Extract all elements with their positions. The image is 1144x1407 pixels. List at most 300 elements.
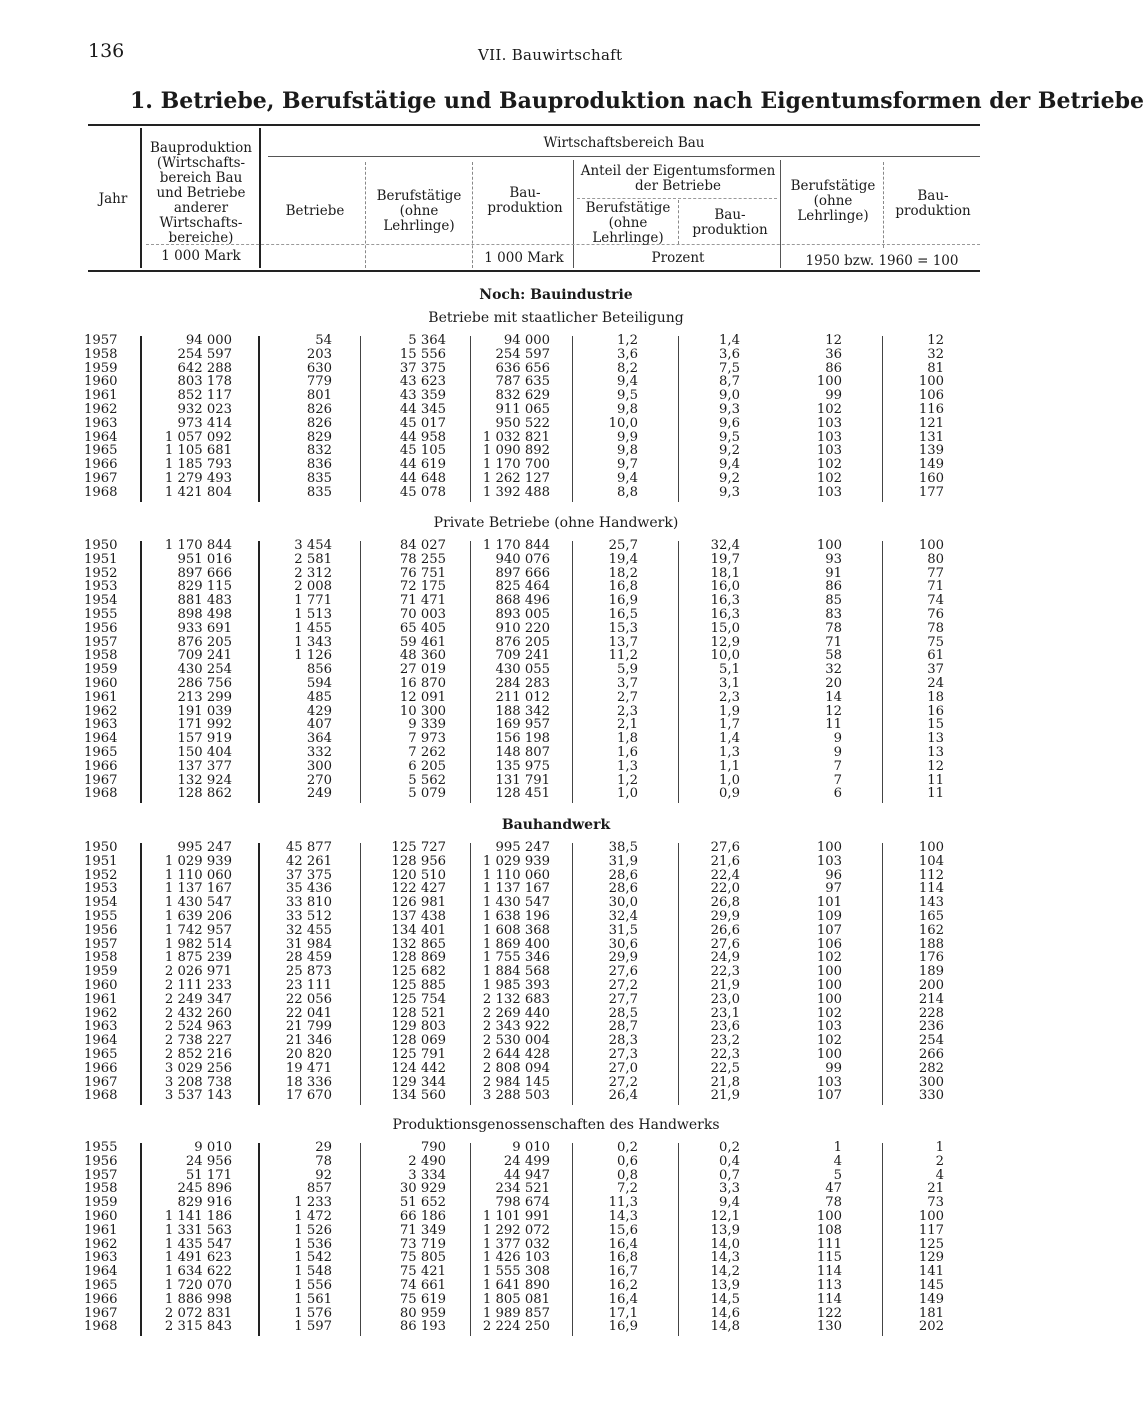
value-cell: 9 010	[512, 1140, 550, 1155]
header-index-bauproduktion: Bau-produktion	[895, 188, 971, 219]
value-cell: 102	[816, 950, 842, 966]
year-cell: 1966	[84, 758, 118, 774]
value-cell: 30,6	[608, 936, 638, 952]
table-row	[0, 1210, 1024, 1224]
year-cell: 1967	[84, 772, 118, 788]
value-cell: 3 208 738	[164, 1074, 232, 1090]
value-cell: 1 170 700	[482, 457, 550, 473]
value-cell: 181	[918, 1305, 944, 1321]
value-cell: 407	[306, 717, 332, 733]
value-cell: 72 175	[399, 579, 446, 595]
value-cell: 933 691	[177, 620, 232, 636]
table-row	[0, 1224, 1024, 1238]
value-cell: 75 805	[399, 1250, 446, 1266]
value-cell: 1 608 368	[482, 922, 550, 938]
value-cell: 100	[816, 840, 842, 855]
value-cell: 26,4	[608, 1088, 638, 1104]
value-cell: 91	[825, 565, 842, 581]
table-row	[0, 403, 1024, 417]
value-cell: 1 548	[294, 1264, 332, 1280]
value-cell: 59 461	[399, 634, 446, 650]
year-cell: 1960	[84, 676, 118, 691]
table-row	[0, 1182, 1024, 1196]
value-cell: 8,8	[617, 484, 638, 500]
value-cell: 131 791	[495, 772, 550, 788]
value-cell: 9,9	[617, 429, 638, 445]
value-cell: 74 661	[399, 1278, 446, 1293]
value-cell: 116	[918, 402, 944, 417]
section-title-text: Produktionsgenossenschaften des Handwerks	[392, 1117, 720, 1133]
value-cell: 70 003	[399, 607, 446, 622]
table-row	[0, 580, 1024, 594]
value-cell: 137 438	[391, 909, 446, 924]
value-cell: 75 421	[399, 1264, 446, 1280]
header-unit-1000-mark-2: 1 000 Mark	[484, 250, 564, 266]
value-cell: 801	[306, 388, 332, 404]
value-cell: 1 101 991	[482, 1209, 550, 1224]
value-cell: 31,5	[608, 922, 638, 938]
value-cell: 103	[816, 1019, 842, 1035]
value-cell: 101	[816, 895, 842, 911]
value-cell: 12 091	[399, 689, 446, 705]
value-cell: 139	[918, 443, 944, 459]
value-cell: 81	[927, 360, 944, 376]
value-cell: 9 010	[194, 1140, 232, 1155]
value-cell: 66 186	[399, 1209, 446, 1224]
table-row	[0, 1007, 1024, 1021]
value-cell: 1 292 072	[482, 1222, 550, 1238]
value-cell: 594	[306, 676, 332, 691]
value-cell: 211 012	[495, 689, 550, 705]
value-cell: 3 029 256	[164, 1060, 232, 1076]
table-row	[0, 924, 1024, 938]
value-cell: 108	[816, 1222, 842, 1238]
year-cell: 1967	[84, 1074, 118, 1090]
value-cell: 100	[918, 1209, 944, 1224]
year-cell: 1954	[84, 593, 118, 609]
value-cell: 114	[816, 1291, 842, 1307]
year-cell: 1951	[84, 853, 118, 869]
value-cell: 1 641 890	[482, 1278, 550, 1293]
value-cell: 19,4	[608, 551, 638, 567]
value-cell: 835	[306, 471, 332, 486]
value-cell: 950 522	[495, 415, 550, 431]
header-jahr: Jahr	[98, 191, 128, 207]
value-cell: 176	[918, 950, 944, 966]
value-cell: 33 810	[285, 895, 332, 911]
year-cell: 1965	[84, 1047, 118, 1062]
value-cell: 45 877	[285, 840, 332, 855]
value-cell: 1 638 196	[482, 909, 550, 924]
value-cell: 24 499	[503, 1153, 550, 1169]
value-cell: 790	[420, 1140, 446, 1155]
value-cell: 1 536	[294, 1236, 332, 1252]
value-cell: 1 742 957	[164, 922, 232, 938]
year-cell: 1967	[84, 471, 118, 486]
value-cell: 71 471	[399, 593, 446, 609]
value-cell: 779	[306, 374, 332, 390]
year-cell: 1958	[84, 950, 118, 966]
value-cell: 126 981	[391, 895, 446, 911]
header-bottom-rule	[88, 270, 980, 272]
value-cell: 78	[825, 1195, 842, 1211]
value-cell: 76	[927, 607, 944, 622]
value-cell: 2 026 971	[164, 964, 232, 980]
table-row	[0, 389, 1024, 403]
value-cell: 132 865	[391, 936, 446, 952]
value-cell: 125 727	[391, 840, 446, 855]
value-cell: 2 224 250	[482, 1319, 550, 1335]
value-cell: 485	[306, 689, 332, 705]
year-cell: 1965	[84, 745, 118, 760]
value-cell: 12,9	[710, 634, 740, 650]
value-cell: 18 336	[285, 1074, 332, 1090]
value-cell: 12	[825, 703, 842, 719]
value-cell: 37 375	[285, 867, 332, 883]
value-cell: 249	[306, 786, 332, 802]
value-cell: 2,3	[617, 703, 638, 719]
table-row	[0, 553, 1024, 567]
table-row	[0, 594, 1024, 608]
value-cell: 125 682	[391, 964, 446, 980]
value-cell: 128 451	[495, 786, 550, 802]
value-cell: 131	[918, 429, 944, 445]
value-cell: 165	[918, 909, 944, 924]
value-cell: 29,9	[710, 909, 740, 924]
value-cell: 44 619	[399, 457, 446, 473]
value-cell: 3,3	[719, 1181, 740, 1197]
value-cell: 7	[833, 772, 842, 788]
year-cell: 1953	[84, 579, 118, 595]
value-cell: 1 542	[294, 1250, 332, 1266]
value-cell: 6 205	[408, 758, 446, 774]
table-row	[0, 993, 1024, 1007]
value-cell: 16,0	[710, 579, 740, 595]
year-cell: 1957	[84, 333, 118, 348]
value-cell: 149	[918, 457, 944, 473]
value-cell: 202	[918, 1319, 944, 1335]
year-cell: 1951	[84, 551, 118, 567]
header-index-berufstaetige: Berufstätige (ohne Lehrlinge)	[790, 178, 876, 224]
value-cell: 1 491 623	[164, 1250, 232, 1266]
value-cell: 829	[306, 429, 332, 445]
value-cell: 97	[825, 881, 842, 897]
value-cell: 80 959	[399, 1305, 446, 1321]
value-cell: 103	[816, 429, 842, 445]
value-cell: 6	[833, 786, 842, 802]
table-row	[0, 869, 1024, 883]
table-row	[0, 375, 1024, 389]
value-cell: 852 117	[177, 388, 232, 404]
table-row	[0, 1062, 1024, 1076]
value-cell: 1 875 239	[164, 950, 232, 966]
value-cell: 2 008	[294, 579, 332, 595]
value-cell: 12	[927, 333, 944, 348]
value-cell: 75	[927, 634, 944, 650]
year-cell: 1961	[84, 991, 118, 1007]
value-cell: 10,0	[710, 648, 740, 664]
table-row	[0, 841, 1024, 855]
value-cell: 29	[315, 1140, 332, 1155]
value-cell: 156 198	[495, 731, 550, 747]
value-cell: 911 065	[495, 402, 550, 417]
value-cell: 1,3	[719, 745, 740, 760]
year-cell: 1966	[84, 457, 118, 473]
value-cell: 803 178	[177, 374, 232, 390]
value-cell: 16,9	[608, 1319, 638, 1335]
value-cell: 32	[825, 662, 842, 678]
value-cell: 2,1	[617, 717, 638, 733]
table-row	[0, 1251, 1024, 1265]
year-cell: 1950	[84, 538, 118, 553]
table-row	[0, 1265, 1024, 1279]
table-row	[0, 746, 1024, 760]
value-cell: 10,0	[608, 415, 638, 431]
header-wirtschaftsbereich: Wirtschaftsbereich Bau	[543, 135, 705, 151]
section-data-block	[0, 841, 1024, 1107]
value-cell: 106	[918, 388, 944, 404]
value-cell: 75 619	[399, 1291, 446, 1307]
value-cell: 114	[918, 881, 944, 897]
value-cell: 169 957	[495, 717, 550, 733]
year-cell: 1963	[84, 1250, 118, 1266]
year-cell: 1958	[84, 346, 118, 362]
value-cell: 27,0	[608, 1060, 638, 1076]
table-row	[0, 1048, 1024, 1062]
value-cell: 1 561	[294, 1291, 332, 1307]
value-cell: 31 984	[285, 936, 332, 952]
value-cell: 2 808 094	[482, 1060, 550, 1076]
header-dash-1	[365, 162, 366, 268]
value-cell: 107	[816, 1088, 842, 1104]
value-cell: 26,8	[710, 895, 740, 911]
value-cell: 995 247	[495, 840, 550, 855]
value-cell: 881 483	[177, 593, 232, 609]
value-cell: 2 852 216	[164, 1047, 232, 1062]
value-cell: 23,2	[710, 1033, 740, 1049]
value-cell: 13,9	[710, 1278, 740, 1293]
table-row	[0, 1307, 1024, 1321]
year-cell: 1962	[84, 1236, 118, 1252]
year-cell: 1953	[84, 881, 118, 897]
value-cell: 1 170 844	[164, 538, 232, 553]
value-cell: 1 634 622	[164, 1264, 232, 1280]
value-cell: 122	[816, 1305, 842, 1321]
value-cell: 3,7	[617, 676, 638, 691]
year-cell: 1964	[84, 429, 118, 445]
value-cell: 876 205	[177, 634, 232, 650]
value-cell: 3 288 503	[482, 1088, 550, 1104]
value-cell: 94 000	[503, 333, 550, 348]
table-row	[0, 1320, 1024, 1334]
year-cell: 1961	[84, 689, 118, 705]
year-cell: 1959	[84, 964, 118, 980]
value-cell: 45 078	[399, 484, 446, 500]
value-cell: 11	[927, 786, 944, 802]
value-cell: 188	[918, 936, 944, 952]
value-cell: 832 629	[495, 388, 550, 404]
value-cell: 4	[935, 1167, 944, 1183]
anteil-underline	[577, 198, 777, 199]
wirtschaftsbereich-underline	[268, 156, 980, 157]
value-cell: 16,2	[608, 1278, 638, 1293]
value-cell: 107	[816, 922, 842, 938]
value-cell: 86 193	[399, 1319, 446, 1335]
value-cell: 897 666	[495, 565, 550, 581]
value-cell: 100	[918, 840, 944, 855]
value-cell: 33 512	[285, 909, 332, 924]
value-cell: 284 283	[495, 676, 550, 691]
value-cell: 2 738 227	[164, 1033, 232, 1049]
value-cell: 18,2	[608, 565, 638, 581]
value-cell: 100	[816, 964, 842, 980]
value-cell: 128 862	[177, 786, 232, 802]
value-cell: 4	[833, 1153, 842, 1169]
year-cell: 1957	[84, 1167, 118, 1183]
year-cell: 1967	[84, 1305, 118, 1321]
value-cell: 1,2	[617, 772, 638, 788]
value-cell: 1 555 308	[482, 1264, 550, 1280]
year-cell: 1955	[84, 909, 118, 924]
value-cell: 32 455	[285, 922, 332, 938]
value-cell: 100	[918, 538, 944, 553]
table-row	[0, 486, 1024, 500]
value-cell: 2 111 233	[164, 978, 232, 993]
value-cell: 430 055	[495, 662, 550, 678]
value-cell: 1 343	[294, 634, 332, 650]
value-cell: 836	[306, 457, 332, 473]
value-cell: 177	[918, 484, 944, 500]
year-cell: 1968	[84, 786, 118, 802]
value-cell: 1 421 804	[164, 484, 232, 500]
value-cell: 103	[816, 415, 842, 431]
value-cell: 1 090 892	[482, 443, 550, 459]
value-cell: 23,6	[710, 1019, 740, 1035]
section-title	[0, 817, 1024, 833]
value-cell: 17,1	[608, 1305, 638, 1321]
table-row	[0, 567, 1024, 581]
value-cell: 9,3	[719, 402, 740, 417]
value-cell: 112	[918, 867, 944, 883]
value-cell: 28,6	[608, 881, 638, 897]
year-cell: 1964	[84, 1264, 118, 1280]
value-cell: 709 241	[177, 648, 232, 664]
value-cell: 1 126	[294, 648, 332, 664]
table-row	[0, 1141, 1024, 1155]
value-cell: 9,4	[617, 471, 638, 486]
value-cell: 868 496	[495, 593, 550, 609]
table-row	[0, 417, 1024, 431]
value-cell: 1 472	[294, 1209, 332, 1224]
value-cell: 1 233	[294, 1195, 332, 1211]
value-cell: 642 288	[177, 360, 232, 376]
value-cell: 0,9	[719, 786, 740, 802]
value-cell: 77	[927, 565, 944, 581]
value-cell: 5,1	[719, 662, 740, 678]
value-cell: 78	[927, 620, 944, 636]
year-cell: 1957	[84, 936, 118, 952]
year-cell: 1956	[84, 1153, 118, 1169]
value-cell: 28,7	[608, 1019, 638, 1035]
table-row	[0, 855, 1024, 869]
value-cell: 21,9	[710, 978, 740, 993]
value-cell: 15,6	[608, 1222, 638, 1238]
table-row	[0, 472, 1024, 486]
year-cell: 1962	[84, 703, 118, 719]
value-cell: 5 079	[408, 786, 446, 802]
value-cell: 28,3	[608, 1033, 638, 1049]
value-cell: 951 016	[177, 551, 232, 567]
table-row	[0, 431, 1024, 445]
value-cell: 12,1	[710, 1209, 740, 1224]
year-cell: 1957	[84, 634, 118, 650]
table-row	[0, 1279, 1024, 1293]
header-bauproduktion-all: Bauproduktion (Wirtschafts-bereich Bau und Betriebe anderer Wirtschafts-bereiche)	[150, 140, 252, 246]
value-cell: 2 132 683	[482, 991, 550, 1007]
value-cell: 1,3	[617, 758, 638, 774]
value-cell: 1 392 488	[482, 484, 550, 500]
value-cell: 13,7	[608, 634, 638, 650]
value-cell: 1,0	[719, 772, 740, 788]
unit-row-line	[146, 244, 980, 245]
value-cell: 93	[825, 551, 842, 567]
value-cell: 24,9	[710, 950, 740, 966]
value-cell: 2 249 347	[164, 991, 232, 1007]
value-cell: 27,3	[608, 1047, 638, 1062]
value-cell: 910 220	[495, 620, 550, 636]
year-cell: 1965	[84, 443, 118, 459]
header-dash-5	[883, 162, 884, 248]
value-cell: 835	[306, 484, 332, 500]
value-cell: 128 069	[391, 1033, 446, 1049]
table-row	[0, 1293, 1024, 1307]
value-cell: 71	[927, 579, 944, 595]
value-cell: 13	[927, 745, 944, 760]
value-cell: 1 884 568	[482, 964, 550, 980]
value-cell: 71 349	[399, 1222, 446, 1238]
value-cell: 129 344	[391, 1074, 446, 1090]
value-cell: 96	[825, 867, 842, 883]
value-cell: 300	[306, 758, 332, 774]
value-cell: 11	[825, 717, 842, 733]
value-cell: 21,6	[710, 853, 740, 869]
value-cell: 78 255	[399, 551, 446, 567]
value-cell: 85	[825, 593, 842, 609]
value-cell: 44 958	[399, 429, 446, 445]
value-cell: 11,2	[608, 648, 638, 664]
value-cell: 106	[816, 936, 842, 952]
value-cell: 122 427	[391, 881, 446, 897]
table-row	[0, 882, 1024, 896]
table-row	[0, 649, 1024, 663]
value-cell: 7,5	[719, 360, 740, 376]
value-cell: 9,2	[719, 443, 740, 459]
value-cell: 1 556	[294, 1278, 332, 1293]
value-cell: 2 312	[294, 565, 332, 581]
value-cell: 1 430 547	[482, 895, 550, 911]
year-cell: 1963	[84, 1019, 118, 1035]
header-index-basis: 1950 bzw. 1960 = 100	[805, 253, 959, 269]
value-cell: 29,9	[608, 950, 638, 966]
value-cell: 254 597	[177, 346, 232, 362]
value-cell: 26,6	[710, 922, 740, 938]
value-cell: 9	[833, 745, 842, 760]
value-cell: 3 334	[408, 1167, 446, 1183]
value-cell: 16	[927, 703, 944, 719]
value-cell: 1 430 547	[164, 895, 232, 911]
year-cell: 1961	[84, 388, 118, 404]
value-cell: 213 299	[177, 689, 232, 705]
